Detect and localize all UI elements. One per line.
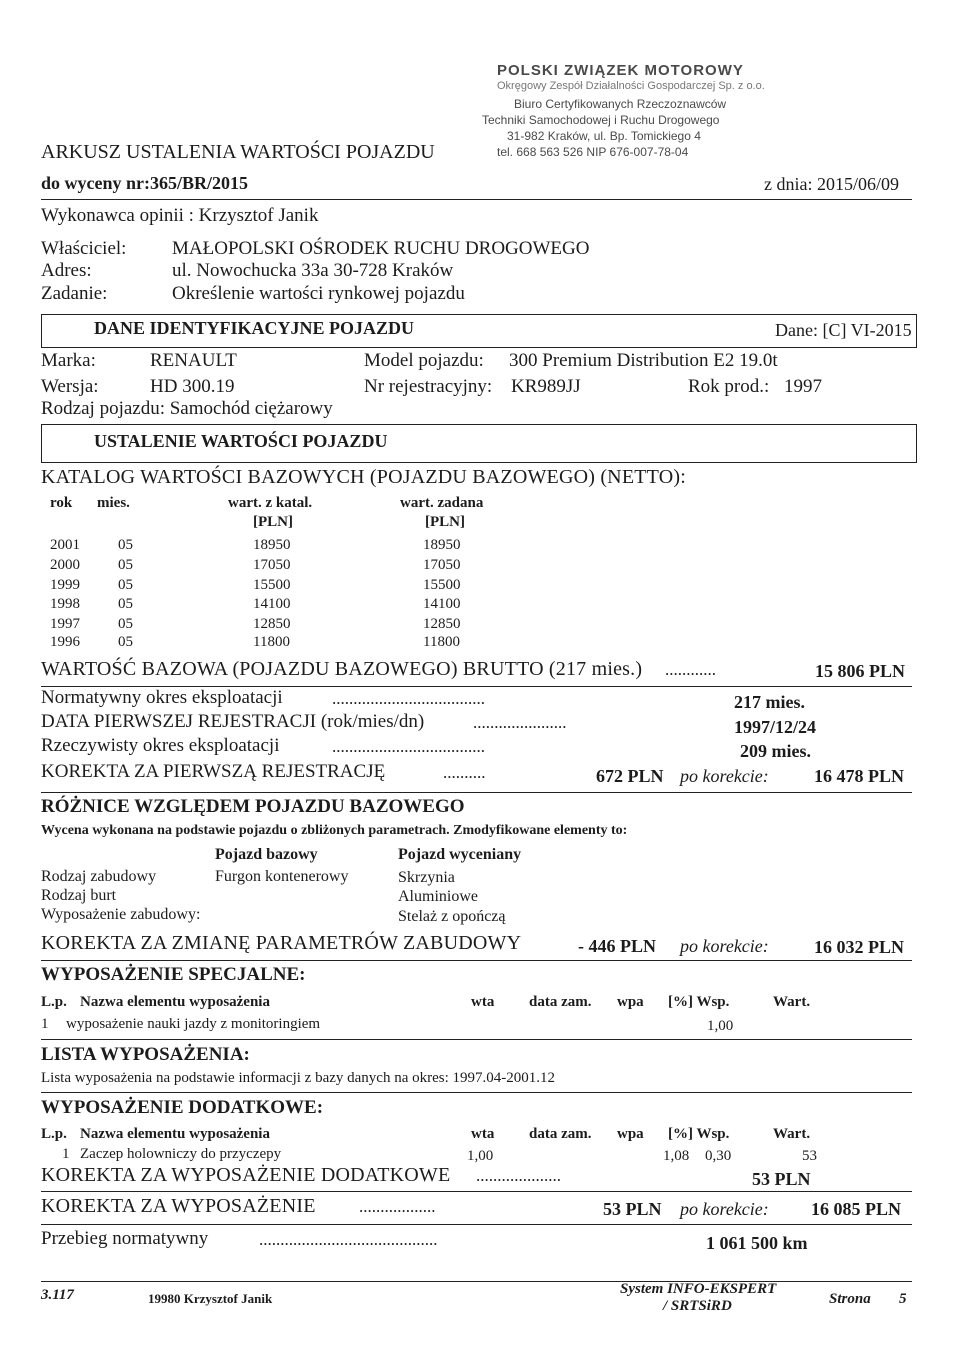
extra-col-wpa: wpa xyxy=(617,1126,644,1142)
row-month: 05 xyxy=(118,577,133,593)
base-value-label: WARTOŚĆ BAZOWA (POJAZDU BAZOWEGO) BRUTTO (217 mies.) xyxy=(41,658,643,680)
first-reg-dots: ...................... xyxy=(473,713,567,732)
row-set-value: 17050 xyxy=(423,557,461,573)
extra-row-pct: 1,08 xyxy=(663,1148,690,1164)
ident-heading: DANE IDENTYFIKACYJNE POJAZDU xyxy=(94,318,415,338)
body-correction-value: - 446 PLN xyxy=(578,936,656,956)
extra-correction-value: 53 PLN xyxy=(752,1169,811,1189)
equip-divider xyxy=(41,1224,912,1225)
stamp-line-4: Techniki Samochodowej i Ruchu Drogowego xyxy=(482,113,720,127)
row-month: 05 xyxy=(118,537,133,553)
extra-divider xyxy=(41,1191,912,1192)
special-col-pct: [%] Wsp. xyxy=(668,994,730,1010)
body-after-label: po korekcie: xyxy=(680,936,769,956)
row-catalog-value: 17050 xyxy=(253,557,291,573)
make-label: Marka: xyxy=(41,350,96,371)
col-set: wart. zadana xyxy=(400,495,484,511)
date-label: z dnia: xyxy=(764,174,813,194)
first-reg-label: DATA PIERWSZEJ REJESTRACJI (rok/mies/dn) xyxy=(41,711,425,732)
row-month: 05 xyxy=(118,634,133,650)
norm-period-value: 217 mies. xyxy=(734,692,805,712)
owner-label: Właściciel: xyxy=(41,238,127,259)
extra-correction-label: KOREKTA ZA WYPOSAŻENIE DODATKOWE xyxy=(41,1164,451,1186)
first-reg-correction-dots: .......... xyxy=(443,763,486,782)
diff-row-valued: Stelaż z opończą xyxy=(398,908,506,925)
extra-row-name: Zaczep holowniczy do przyczepy xyxy=(80,1146,282,1162)
footer-author: 19980 Krzysztof Janik xyxy=(148,1291,273,1306)
registration-label: Nr rejestracyjny: xyxy=(364,376,493,397)
extra-row-lp: 1 xyxy=(62,1146,70,1162)
special-row-name: wyposażenie nauki jazdy z monitoringiem xyxy=(66,1016,321,1032)
norm-period-dots: .................................... xyxy=(332,689,485,708)
diff-row-valued: Aluminiowe xyxy=(398,888,478,905)
extra-col-wta: wta xyxy=(471,1126,495,1142)
row-year: 1996 xyxy=(50,634,80,650)
owner-value: MAŁOPOLSKI OŚRODEK RUCHU DROGOWEGO xyxy=(172,238,590,259)
row-year: 1998 xyxy=(50,596,80,612)
body-after-value: 16 032 PLN xyxy=(814,937,904,957)
list-text: Lista wyposażenia na podstawie informacji z bazy danych na okres: 1997.04-2001.12 xyxy=(41,1070,556,1086)
first-reg-after-label: po korekcie: xyxy=(680,766,769,786)
differences-heading: RÓŻNICE WZGLĘDEM POJAZDU BAZOWEGO xyxy=(41,796,465,817)
first-reg-after-value: 16 478 PLN xyxy=(814,766,904,786)
stamp-line-1: POLSKI ZWIĄZEK MOTOROWY xyxy=(497,62,744,79)
special-col-name: Nazwa elementu wyposażenia xyxy=(80,994,270,1010)
special-row-coef: 1,00 xyxy=(707,1018,734,1034)
extra-row-wta: 1,00 xyxy=(467,1148,494,1164)
col-catalog-unit: [PLN] xyxy=(253,514,293,530)
equip-after-value: 16 085 PLN xyxy=(811,1199,901,1219)
row-set-value: 12850 xyxy=(423,616,461,632)
executor: Wykonawca opinii : Krzysztof Janik xyxy=(41,205,319,226)
row-set-value: 11800 xyxy=(423,634,460,650)
col-month: mies. xyxy=(97,495,130,511)
model-value: 300 Premium Distribution E2 19.0t xyxy=(509,350,778,371)
document-title: ARKUSZ USTALENIA WARTOŚCI POJAZDU xyxy=(41,141,435,163)
special-heading: WYPOSAŻENIE SPECJALNE: xyxy=(41,964,306,985)
stamp-line-3: Biuro Certyfikowanych Rzeczoznawców xyxy=(514,97,727,111)
first-reg-value: 1997/12/24 xyxy=(734,717,817,737)
row-year: 1997 xyxy=(50,616,80,632)
stamp-line-6: tel. 668 563 526 NIP 676-007-78-04 xyxy=(497,145,689,159)
row-month: 05 xyxy=(118,557,133,573)
diff-row-label: Rodzaj zabudowy xyxy=(41,868,157,885)
period-divider xyxy=(41,792,912,793)
extra-col-pct: [%] Wsp. xyxy=(668,1126,730,1142)
row-set-value: 15500 xyxy=(423,577,461,593)
registration-value: KR989JJ xyxy=(511,376,581,397)
diff-divider xyxy=(41,960,912,961)
extra-col-lp: L.p. xyxy=(41,1126,67,1142)
body-correction-label: KOREKTA ZA ZMIANĘ PARAMETRÓW ZABUDOWY xyxy=(41,932,522,954)
make-value: RENAULT xyxy=(150,350,237,371)
row-month: 05 xyxy=(118,616,133,632)
col-set-unit: [PLN] xyxy=(425,514,465,530)
first-reg-correction-label: KOREKTA ZA PIERWSZĄ REJESTRACJĘ xyxy=(41,761,386,782)
footer-system-1: System INFO-EKSPERT xyxy=(620,1281,777,1297)
row-set-value: 18950 xyxy=(423,537,461,553)
row-year: 1999 xyxy=(50,577,80,593)
col-catalog: wart. z katal. xyxy=(228,495,313,511)
special-col-wta: wta xyxy=(471,994,495,1010)
diff-col-base: Pojazd bazowy xyxy=(215,846,318,863)
extra-row-coef: 0,30 xyxy=(705,1148,732,1164)
address-label: Adres: xyxy=(41,260,92,281)
row-catalog-value: 12850 xyxy=(253,616,291,632)
row-catalog-value: 18950 xyxy=(253,537,291,553)
special-col-value: Wart. xyxy=(773,994,811,1010)
row-year: 2001 xyxy=(50,537,80,553)
mileage-dots: .......................................... xyxy=(259,1230,438,1249)
stamp-line-5: 31-982 Kraków, ul. Bp. Tomickiego 4 xyxy=(507,129,701,143)
extra-correction-dots: .................... xyxy=(476,1166,561,1185)
special-col-date: data zam. xyxy=(529,994,592,1010)
extra-col-name: Nazwa elementu wyposażenia xyxy=(80,1126,270,1142)
base-value: 15 806 PLN xyxy=(815,661,905,681)
version-label: Wersja: xyxy=(41,376,99,397)
stamp-line-2: Okręgowy Zespół Działalności Gospodarczej Sp. z o.o. xyxy=(497,80,765,92)
model-label: Model pojazdu: xyxy=(364,350,484,371)
row-set-value: 14100 xyxy=(423,596,461,612)
extra-heading: WYPOSAŻENIE DODATKOWE: xyxy=(41,1097,324,1118)
reference-number: 365/BR/2015 xyxy=(150,173,249,193)
footer-system-2: / SRTSiRD xyxy=(663,1298,732,1314)
list-divider xyxy=(41,1092,912,1093)
footer-page-number: 5 xyxy=(899,1291,907,1307)
reference-label: do wyceny nr: xyxy=(41,173,150,193)
diff-row-label: Rodzaj burt xyxy=(41,887,117,904)
base-value-dots: ............ xyxy=(665,660,716,679)
extra-row-value: 53 xyxy=(802,1148,817,1164)
row-year: 2000 xyxy=(50,557,80,573)
special-divider xyxy=(41,1039,912,1040)
norm-period-label: Normatywny okres eksploatacji xyxy=(41,687,283,708)
address-value: ul. Nowochucka 33a 30-728 Kraków xyxy=(172,260,454,281)
footer-code: 3.117 xyxy=(41,1287,74,1303)
mileage-label: Przebieg normatywny xyxy=(41,1228,209,1249)
task-value: Określenie wartości rynkowej pojazdu xyxy=(172,283,465,304)
col-year: rok xyxy=(50,495,73,511)
extra-col-date: data zam. xyxy=(529,1126,592,1142)
list-heading: LISTA WYPOSAŻENIA: xyxy=(41,1044,250,1065)
footer-page-label: Strona xyxy=(829,1291,871,1307)
real-period-value: 209 mies. xyxy=(740,741,811,761)
ident-data-label: Dane: [C] VI-2015 xyxy=(775,320,912,340)
diff-row-label: Wyposażenie zabudowy: xyxy=(41,906,201,923)
mileage-value: 1 061 500 km xyxy=(706,1233,808,1253)
row-catalog-value: 11800 xyxy=(253,634,290,650)
vehicle-type: Rodzaj pojazdu: Samochód ciężarowy xyxy=(41,398,333,419)
differences-note: Wycena wykonana na podstawie pojazdu o zbliżonych parametrach. Zmodyfikowane elementy to: xyxy=(41,823,628,838)
row-catalog-value: 15500 xyxy=(253,577,291,593)
equip-after-label: po korekcie: xyxy=(680,1199,769,1219)
row-catalog-value: 14100 xyxy=(253,596,291,612)
special-col-lp: L.p. xyxy=(41,994,67,1010)
extra-col-value: Wart. xyxy=(773,1126,811,1142)
row-month: 05 xyxy=(118,596,133,612)
valuation-heading: USTALENIE WARTOŚCI POJAZDU xyxy=(94,431,388,451)
catalog-heading: KATALOG WARTOŚCI BAZOWYCH (POJAZDU BAZOWEGO) (NETTO): xyxy=(41,466,686,488)
real-period-dots: .................................... xyxy=(332,737,485,756)
first-reg-correction-value: 672 PLN xyxy=(596,766,664,786)
special-row-lp: 1 xyxy=(41,1016,49,1032)
real-period-label: Rzeczywisty okres eksploatacji xyxy=(41,735,280,756)
header-divider xyxy=(41,199,912,200)
equip-correction-dots: .................. xyxy=(359,1197,436,1216)
equip-correction-value: 53 PLN xyxy=(603,1199,662,1219)
date-value: 2015/06/09 xyxy=(817,174,900,194)
special-col-wpa: wpa xyxy=(617,994,644,1010)
task-label: Zadanie: xyxy=(41,283,108,304)
equip-correction-label: KOREKTA ZA WYPOSAŻENIE xyxy=(41,1195,316,1217)
diff-row-base: Furgon kontenerowy xyxy=(215,868,349,885)
diff-row-valued: Skrzynia xyxy=(398,869,455,886)
diff-col-valued: Pojazd wyceniany xyxy=(398,846,522,863)
footer-divider xyxy=(41,1281,912,1282)
version-value: HD 300.19 xyxy=(150,376,235,397)
year-label: Rok prod.: xyxy=(688,376,770,397)
year-value: 1997 xyxy=(784,376,822,397)
